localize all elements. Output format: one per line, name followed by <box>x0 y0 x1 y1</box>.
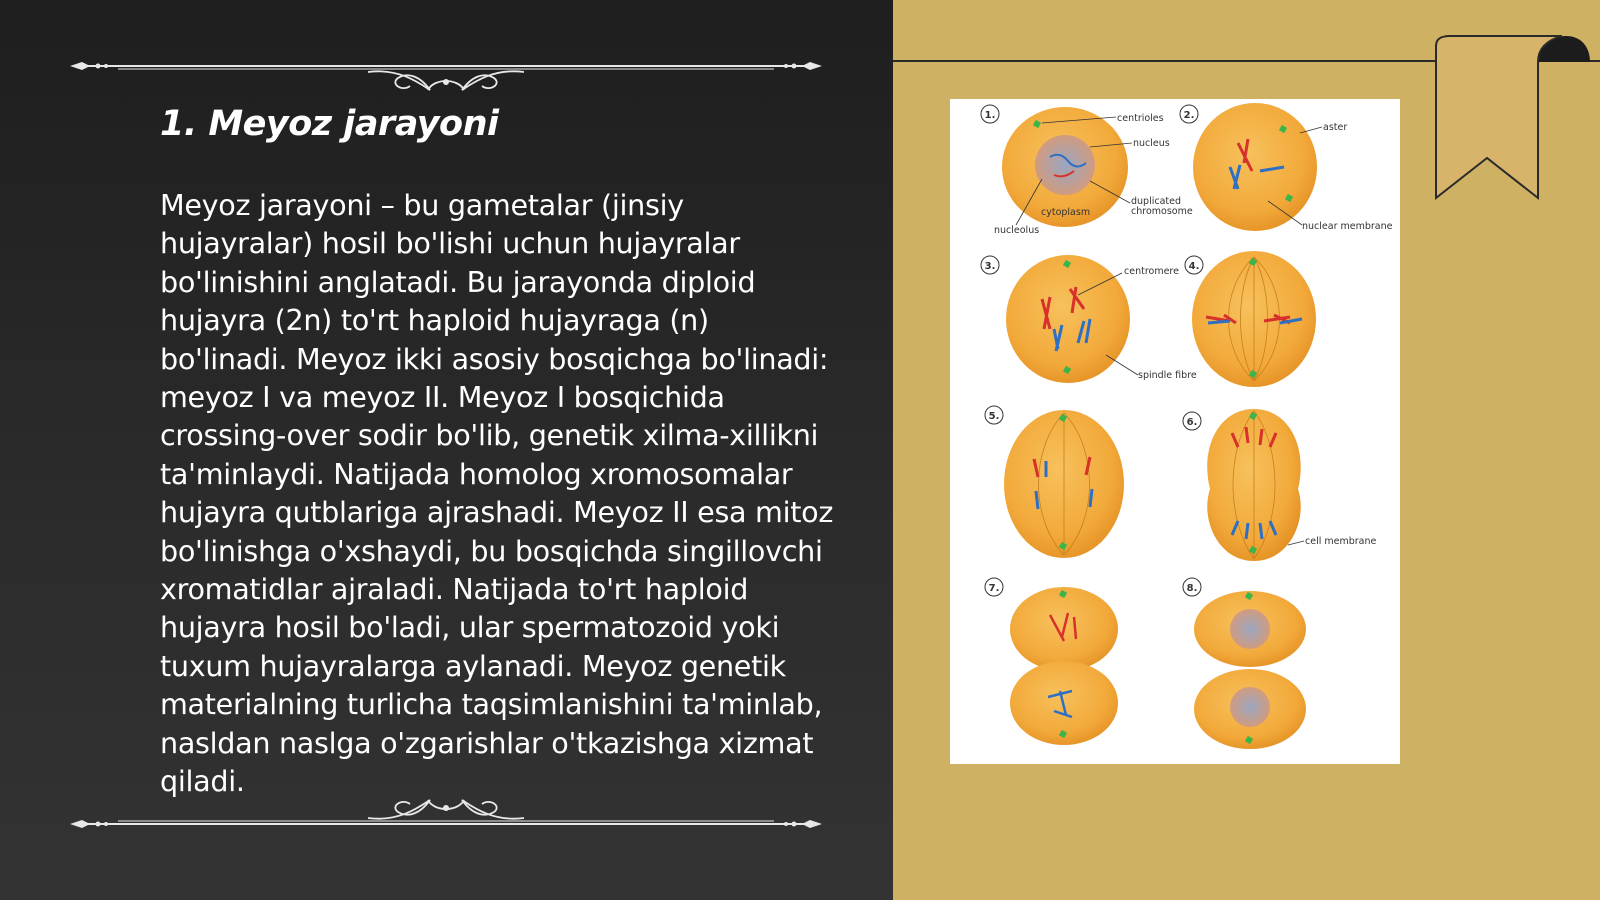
cell-shape <box>1193 103 1317 231</box>
nucleus-shape <box>1035 135 1095 195</box>
slide-body-text: Meyoz jarayoni – bu gametalar (jinsiy hujayralar) hosil bo'lishi uchun hujayralar bo'linishini anglatadi. Bu jarayonda diploid hujayra (2n) to'rt haploid hujayraga (n) bo'linadi. Meyoz ikki asosiy bosqichga bo'linadi: meyoz I va meyoz II. Meyoz I bosqichida crossing-over sodir bo'lib, genetik xilma-xillikni ta'minlaydi. Natijada homolog xromosomalar hujayra qutblariga ajrashadi. Meyoz II esa mitoz bo'linishga o'xshaydi, bu bosqichda singillovchi xromatidlar ajraladi. Natijada to'rt haploid hujayra hosil bo'ladi, ular spermatozoid yoki tuxum hujayralarga aylanadi. Meyoz genetik materialning turlicha taqsimlanishini ta'minlab, nasldan naslga o'zgarishlar o'tkazishga xizmat qiladi. <box>160 188 834 799</box>
step-number: 8. <box>1186 583 1198 594</box>
label-spindle-fibre: spindle fibre <box>1138 370 1197 381</box>
step-number: 7. <box>988 583 1000 594</box>
label-nucleolus: nucleolus <box>994 225 1040 236</box>
slide-title: 1. Meyoz jarayoni <box>160 104 499 144</box>
bookmark-icon <box>1430 34 1600 204</box>
label-cytoplasm: cytoplasm <box>1041 207 1091 218</box>
label-aster: aster <box>1323 122 1348 133</box>
step-number: 4. <box>1188 261 1200 272</box>
meiosis-diagram <box>950 99 1400 764</box>
label-duplicated: duplicated <box>1131 196 1182 207</box>
top-ornament-divider <box>68 38 824 98</box>
label-centromere: centromere <box>1124 266 1179 277</box>
nucleus-shape <box>1230 609 1270 649</box>
step-7 <box>985 578 1118 745</box>
step-2 <box>1180 103 1393 232</box>
step-number: 2. <box>1183 110 1195 121</box>
step-number: 5. <box>988 411 1000 422</box>
label-nucleus: nucleus <box>1133 138 1170 149</box>
step-4 <box>1185 251 1316 387</box>
step-3 <box>981 255 1197 383</box>
nucleus-shape <box>1230 687 1270 727</box>
label-chromosome: chromosome <box>1131 206 1193 217</box>
label-nuclear-membrane: nuclear membrane <box>1302 221 1393 232</box>
step-1 <box>981 105 1193 236</box>
label-cell-membrane: cell membrane <box>1305 536 1377 547</box>
bottom-ornament-divider <box>68 778 824 838</box>
step-number: 6. <box>1186 417 1198 428</box>
step-6 <box>1183 409 1376 561</box>
label-centrioles: centrioles <box>1117 113 1164 124</box>
step-number: 3. <box>984 261 996 272</box>
step-5 <box>985 406 1124 558</box>
step-number: 1. <box>984 110 996 121</box>
cell-shape <box>1006 255 1130 383</box>
meiosis-diagram-svg <box>950 99 1400 764</box>
step-8 <box>1183 578 1306 749</box>
